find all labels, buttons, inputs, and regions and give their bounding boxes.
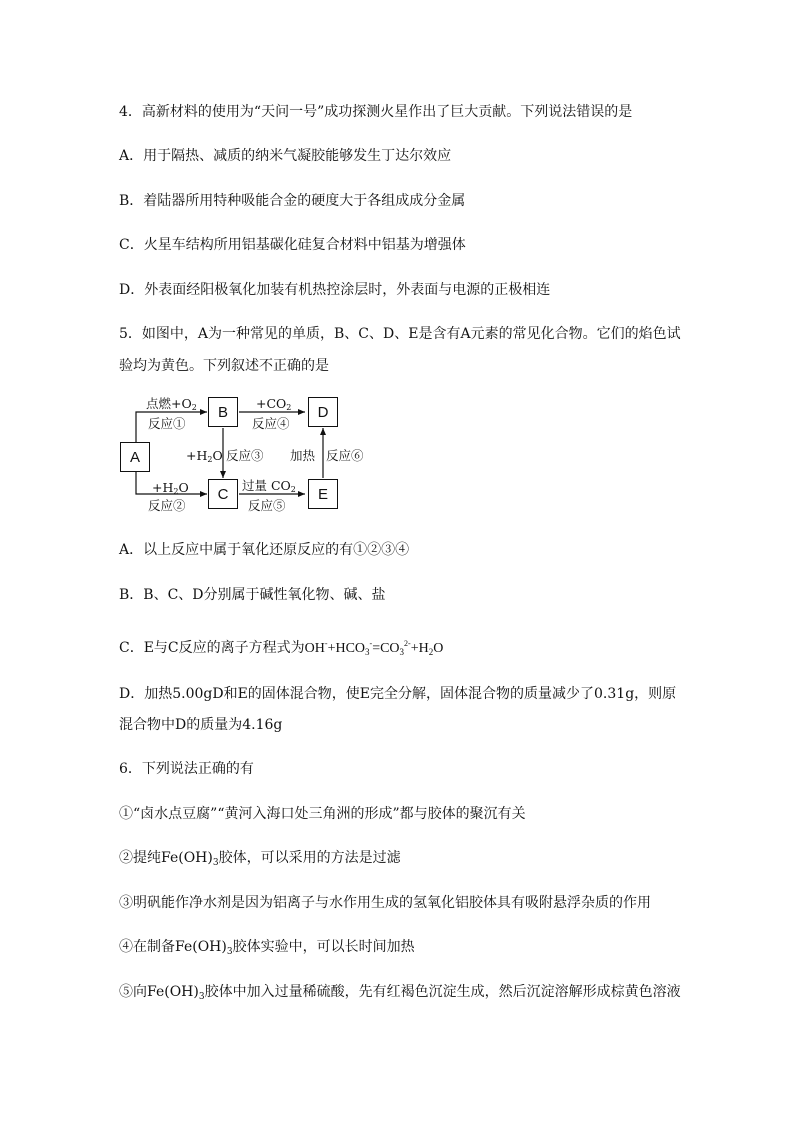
q6-item-3: ③明矾能作净水剂是因为铝离子与水作用生成的氢氧化铝胶体具有吸附悬浮杂质的作用 [119,895,651,911]
q6-item-2: ②提纯$Fe(OH)_3$胶体，可以采用的方法是过滤 [119,850,401,868]
q4-stem: 4．高新材料的使用为“天问一号”成功探测火星作出了巨大贡献。下列说法错误的是 [119,104,633,120]
node-a: A [120,442,150,472]
reaction-1-label: 反应① [148,416,186,431]
q6-stem: 6．下列说法正确的有 [119,761,254,777]
q6-item-4: ④在制备$Fe(OH)_3$胶体实验中，可以长时间加热 [119,939,415,957]
q5-option-b: B．B、C、D分别属于碱性氧化物、碱、盐 [119,587,386,603]
node-c: C [208,479,238,509]
reaction-5-condition: 过量 CO2 [242,478,296,494]
q4-option-c: C．火星车结构所用铝基碳化硅复合材料中铝基为增强体 [119,237,466,253]
reaction-6-condition: 加热 [290,448,316,463]
node-e: E [308,479,338,509]
ionic-equation: $OH^-+HCO_3^-=CO_3^{2-}+H_2O$ [304,639,444,657]
reaction-3-condition: +H2O [186,448,223,464]
reaction-6-label: 反应⑥ [326,448,364,463]
q4-option-b: B．着陆器所用特种吸能合金的硬度大于各组成成分金属 [119,193,466,209]
q5-stem-line1: 5．如图中，A为一种常见的单质，B、C、D、E是含有A元素的常见化合物。它们的焰色试 [119,326,681,342]
q5-option-d-line1: D．加热5.00gD和E的固体混合物，使E完全分解，固体混合物的质量减少了0.31g，则原 [119,686,677,702]
q5-stem-line2: 验均为黄色。下列叙述不正确的是 [119,358,329,374]
q5-option-c-text: C．E与C反应的离子方程式为 [119,640,305,656]
q5-option-a: A．以上反应中属于氧化还原反应的有①②③④ [119,542,410,558]
reaction-diagram [112,393,372,523]
node-d: D [308,397,338,427]
node-b: B [208,397,238,427]
reaction-3-label: 反应③ [226,448,264,463]
reaction-2-label: 反应② [148,498,186,513]
q4-option-a: A．用于隔热、减质的纳米气凝胶能够发生丁达尔效应 [119,148,452,164]
q5-option-d-line2: 混合物中D的质量为4.16g [119,717,283,733]
reaction-4-condition: +CO2 [256,396,292,412]
q4-option-d: D．外表面经阳极氧化加装有机热控涂层时，外表面与电源的正极相连 [119,282,551,298]
reaction-4-label: 反应④ [252,416,290,431]
reaction-2-condition: +H2O [152,480,189,496]
q6-item-5: ⑤向$Fe(OH)_3$胶体中加入过量稀硫酸，先有红褐色沉淀生成，然后沉淀溶解形成棕黄色溶液 [119,984,681,1002]
q6-item-1: ①“卤水点豆腐”“黄河入海口处三角洲的形成”都与胶体的聚沉有关 [119,806,526,822]
q5-option-c [119,634,443,662]
reaction-5-label: 反应⑤ [248,498,286,513]
reaction-1-condition: 点燃+O2 [146,396,197,412]
